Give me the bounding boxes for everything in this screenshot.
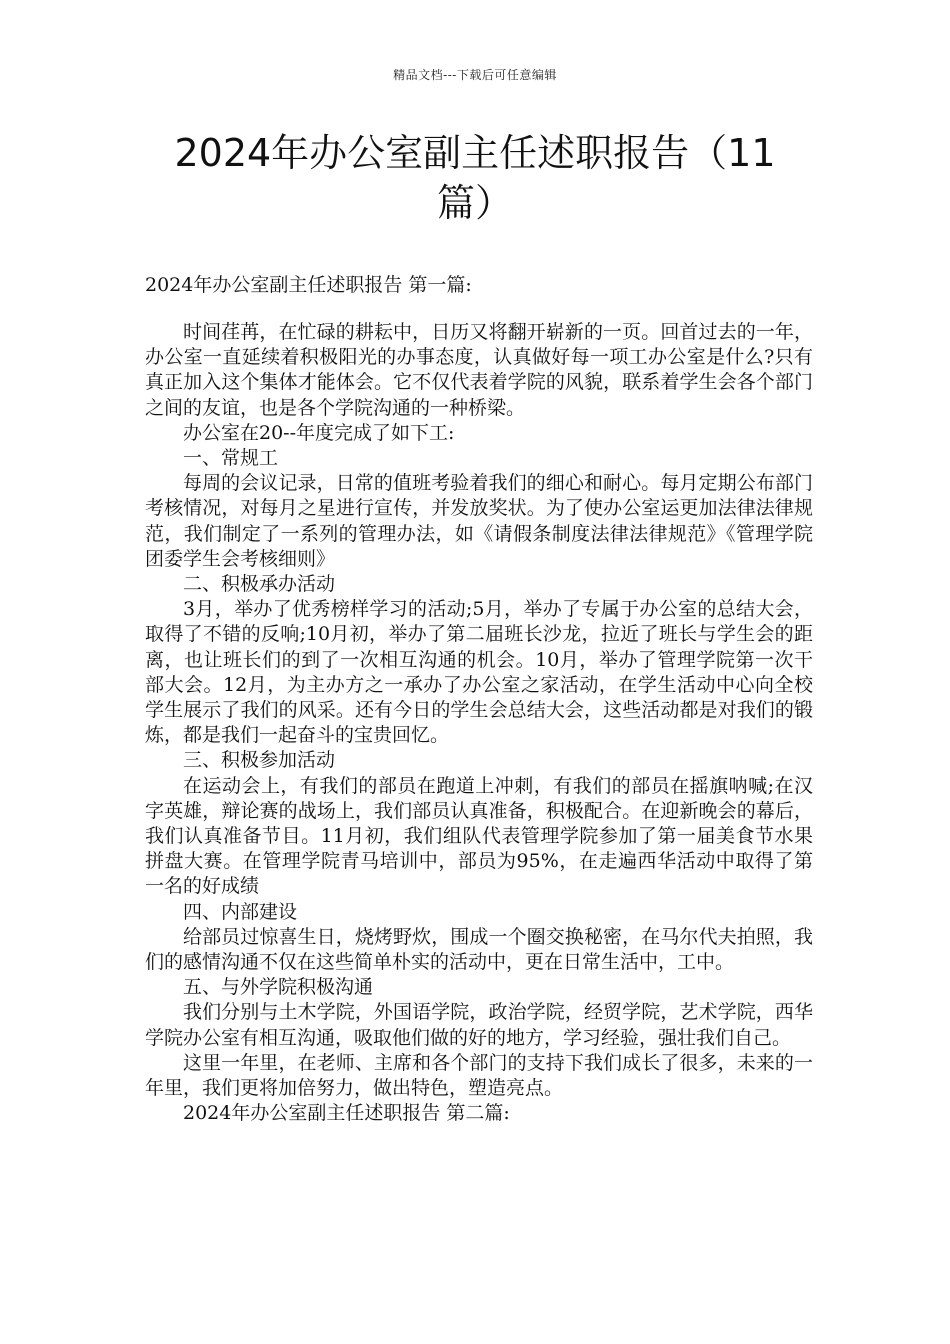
- section-heading: 2024年办公室副主任述职报告 第一篇:: [145, 274, 472, 296]
- subheading-host-activities: 二、积极承办活动: [183, 573, 336, 596]
- paragraph-second-section-heading: 2024年办公室副主任述职报告 第二篇:: [183, 1102, 510, 1125]
- paragraph-join-activities: 在运动会上，有我们的部员在跑道上冲刺，有我们的部员在摇旗呐喊;在汉字英雄，辩论赛的战场上，我们部员认真准备，积极配合。在迎新晚会的幕后，我们认真准备节目。11月初，我们组队代表管理学院参加了第一届美食节水果拼盘大赛。在管理学院青马培训中，部员为95%，在走遍西华活动中取得了第一名的好成绩: [145, 774, 813, 898]
- header-note: 精品文档---下载后可任意编辑: [393, 68, 557, 82]
- subheading-join-activities: 三、积极参加活动: [183, 749, 336, 772]
- body-text: [145, 320, 813, 1127]
- subheading-internal-building: 四、内部建设: [183, 900, 298, 923]
- paragraph-summary-lead: 办公室在20--年度完成了如下工:: [183, 421, 455, 444]
- paragraph-host-activities: 3月，举办了优秀榜样学习的活动;5月，举办了专属于办公室的总结大会，取得了不错的反响;10月初，举办了第二届班长沙龙，拉近了班长与学生会的距离，也让班长们的到了一次相互沟通的机会。10月，举办了管理学院第一次干部大会。12月，为主办方之一承办了办公室之家活动，在学生活动中心向全校学生展示了我们的风采。还有今日的学生会总结大会，这些活动都是对我们的锻炼，都是我们一起奋斗的宝贵回忆。: [145, 598, 813, 747]
- subheading-external-communication: 五、与外学院积极沟通: [183, 976, 374, 999]
- paragraph-routine-work: 每周的会议记录，日常的值班考验着我们的细心和耐心。每月定期公布部门考核情况，对每月之星进行宣传，并发放奖状。为了使办公室运更加法律法律规范，我们制定了一系列的管理办法，如《请假条制度法律法律规范》《管理学院团委学生会考核细则》: [145, 472, 813, 570]
- document-title: 2024年办公室副主任述职报告（11篇）: [174, 131, 776, 225]
- paragraph-intro: 时间荏苒，在忙碌的耕耘中，日历又将翻开崭新的一页。回首过去的一年，办公室一直延续着积极阳光的办事态度，认真做好每一项工办公室是什么?只有真正加入这个集体才能体会。它不仅代表着学院的风貌，联系着学生会各个部门之间的友谊，也是各个学院沟通的一种桥梁。: [145, 321, 813, 419]
- paragraph-external-communication: 我们分别与土木学院，外国语学院，政治学院，经贸学院，艺术学院，西华学院办公室有相互沟通，吸取他们做的好的地方，学习经验，强壮我们自己。: [145, 1001, 813, 1049]
- paragraph-conclusion: 这里一年里，在老师、主席和各个部门的支持下我们成长了很多，未来的一年里，我们更将加倍努力，做出特色，塑造亮点。: [145, 1051, 813, 1100]
- subheading-routine-work: 一、常规工: [183, 447, 279, 470]
- paragraph-internal-building: 给部员过惊喜生日，烧烤野炊，围成一个圈交换秘密，在马尔代夫拍照，我们的感情沟通不仅在这些简单朴实的活动中，更在日常生活中，工中。: [145, 925, 813, 974]
